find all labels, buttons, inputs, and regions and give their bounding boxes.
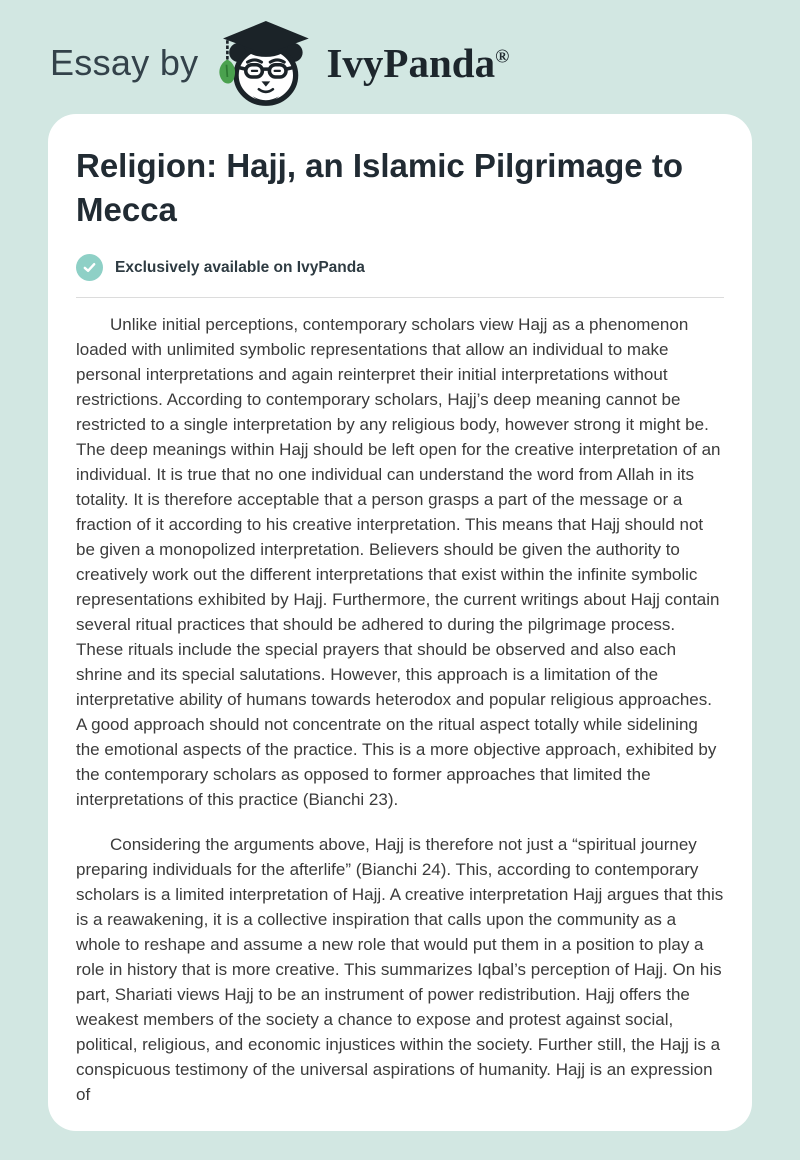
exclusive-badge [76,254,724,281]
page-title: Religion: Hajj, an Islamic Pilgrimage to Mecca [76,147,683,228]
check-icon [76,254,103,281]
essay-paragraph: Unlike initial perceptions, contemporary scholars view Hajj as a phenomenon loaded with unlimited symbolic representations that allow an individual to make personal interpretations and again reinterpret their initial interpretations without restrictions. According to contemporary scholars, Hajj’s deep meaning cannot be restricted to a single interpretation by any religious body, however strong it might be. The deep meanings within Hajj should be left open for the creative interpretation of an individual. It is true that no one individual can understand the word from Allah in its totality. It is therefore acceptable that a person grasps a part of the message or a fraction of it according to his creative interpretation. This means that Hajj should not be given a monopolized interpretation. Believers should be given the authority to creatively work out the different interpretations that exist within the infinite symbolic representations exhibited by Hajj. Furthermore, the current writings about Hajj contain several ritual practices that should be adhered to during the pilgrimage process. These rituals include the special prayers that should be observed and also each shrine and its special salutations. However, this approach is a limitation of the interpretative ability of humans towards heterodox and popular religious approaches. A good approach should not concentrate on the ritual aspect totally while sidelining the emotional aspects of the practice. This is a more objective approach, exhibited by the contemporary scholars as opposed to former approaches that limited the interpretations of this practice (Bianchi 23). [76,315,721,809]
brand-text: IvyPanda [326,40,496,86]
ivypanda-panda-logo[interactable] [216,15,314,111]
page-header [0,0,800,100]
essay-card [48,114,752,1131]
brand-name[interactable] [326,39,509,87]
divider [76,297,724,298]
registered-mark: ® [495,46,510,68]
essay-paragraph: Considering the arguments above, Hajj is therefore not just a “spiritual journey preparing individuals for the afterlife” (Bianchi 24). This, according to contemporary scholars is a limited interpretation of Hajj. A creative interpretation Hajj argues that this is a reawakening, it is a collective inspiration that calls upon the community as a whole to reshape and assume a new role that would put them in a position to play a role in history that is more creative. This summarizes Iqbal’s perception of Hajj. On his part, Shariati views Hajj to be an instrument of power redistribution. Hajj offers the weakest members of the society a chance to expose and protest against social, political, religious, and economic injustices within the society. Further still, the Hajj is a conspicuous testimony of the universal aspirations of humanity. Hajj is an expression of [76,835,724,1104]
panda-graduate-icon [216,15,314,111]
exclusive-badge-label: Exclusively available on IvyPanda [115,258,365,276]
essay-body [76,312,724,1107]
essay-by-label: Essay by [50,42,199,83]
